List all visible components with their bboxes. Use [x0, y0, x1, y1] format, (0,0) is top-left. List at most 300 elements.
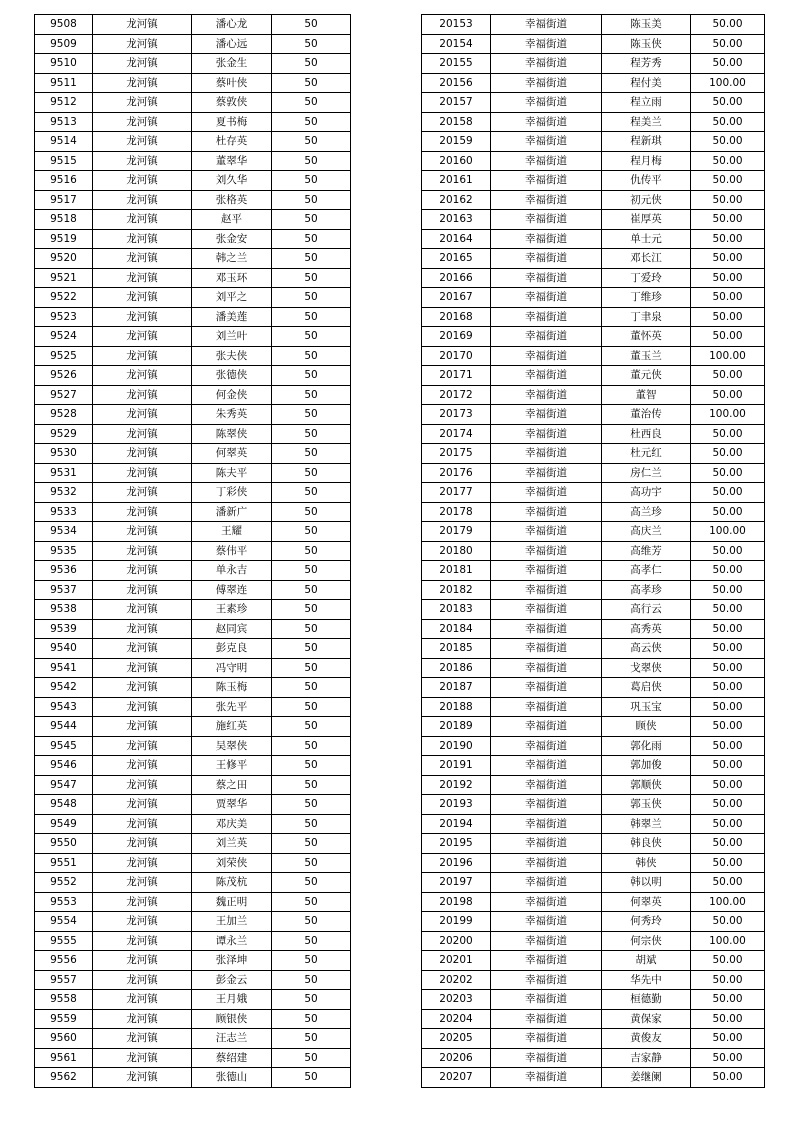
cell-id: 9529 [35, 424, 93, 444]
table-row [422, 444, 765, 464]
cell-name: 韩良侠 [602, 834, 691, 854]
cell-id: 9522 [35, 288, 93, 308]
table-row [422, 931, 765, 951]
cell-amount: 50 [272, 288, 351, 308]
table-row [422, 112, 765, 132]
cell-id: 9546 [35, 756, 93, 776]
cell-town: 龙河镇 [93, 190, 192, 210]
cell-name: 韩以明 [602, 873, 691, 893]
cell-id: 20200 [422, 931, 491, 951]
table-row [35, 210, 351, 230]
cell-amount: 50 [272, 912, 351, 932]
table-row [35, 1029, 351, 1049]
cell-amount: 50 [272, 171, 351, 191]
cell-amount: 50.00 [691, 678, 765, 698]
cell-amount: 50 [272, 112, 351, 132]
cell-id: 9530 [35, 444, 93, 464]
cell-town: 幸福街道 [491, 853, 602, 873]
cell-town: 龙河镇 [93, 444, 192, 464]
table-row [422, 405, 765, 425]
cell-id: 20179 [422, 522, 491, 542]
cell-name: 桓德勤 [602, 990, 691, 1010]
cell-id: 9551 [35, 853, 93, 873]
cell-id: 20201 [422, 951, 491, 971]
table-row [35, 249, 351, 269]
cell-town: 幸福街道 [491, 600, 602, 620]
cell-amount: 50.00 [691, 54, 765, 74]
cell-town: 龙河镇 [93, 795, 192, 815]
cell-amount: 50.00 [691, 756, 765, 776]
cell-id: 9545 [35, 736, 93, 756]
cell-town: 幸福街道 [491, 93, 602, 113]
cell-name: 蔡之田 [192, 775, 272, 795]
table-row [35, 366, 351, 386]
cell-name: 顾侠 [602, 717, 691, 737]
table-row [35, 834, 351, 854]
cell-town: 幸福街道 [491, 444, 602, 464]
cell-id: 20167 [422, 288, 491, 308]
cell-id: 20188 [422, 697, 491, 717]
cell-id: 20196 [422, 853, 491, 873]
table-row [35, 658, 351, 678]
cell-town: 幸福街道 [491, 1048, 602, 1068]
cell-amount: 50.00 [691, 1009, 765, 1029]
cell-name: 黄俊友 [602, 1029, 691, 1049]
cell-town: 龙河镇 [93, 210, 192, 230]
cell-amount: 50 [272, 1009, 351, 1029]
cell-amount: 50 [272, 1068, 351, 1088]
table-row [422, 15, 765, 35]
cell-town: 幸福街道 [491, 171, 602, 191]
cell-name: 丁爱玲 [602, 268, 691, 288]
cell-id: 20186 [422, 658, 491, 678]
cell-name: 陈翠侠 [192, 424, 272, 444]
cell-id: 9528 [35, 405, 93, 425]
cell-name: 郭玉侠 [602, 795, 691, 815]
table-row [35, 561, 351, 581]
cell-amount: 50.00 [691, 249, 765, 269]
cell-name: 高云侠 [602, 639, 691, 659]
cell-amount: 50.00 [691, 697, 765, 717]
cell-name: 单士元 [602, 229, 691, 249]
cell-id: 20166 [422, 268, 491, 288]
cell-name: 程美兰 [602, 112, 691, 132]
cell-name: 杜元红 [602, 444, 691, 464]
cell-amount: 50.00 [691, 541, 765, 561]
table-row [422, 1068, 765, 1088]
table-row [35, 73, 351, 93]
cell-id: 20159 [422, 132, 491, 152]
cell-name: 程月梅 [602, 151, 691, 171]
cell-id: 20199 [422, 912, 491, 932]
cell-town: 龙河镇 [93, 249, 192, 269]
cell-name: 高行云 [602, 600, 691, 620]
cell-amount: 50 [272, 229, 351, 249]
cell-town: 幸福街道 [491, 814, 602, 834]
cell-name: 崔厚英 [602, 210, 691, 230]
cell-name: 张泽坤 [192, 951, 272, 971]
cell-town: 龙河镇 [93, 951, 192, 971]
cell-amount: 50.00 [691, 775, 765, 795]
cell-name: 邓庆美 [192, 814, 272, 834]
table-row [422, 483, 765, 503]
cell-town: 龙河镇 [93, 853, 192, 873]
cell-town: 龙河镇 [93, 112, 192, 132]
cell-id: 20191 [422, 756, 491, 776]
cell-id: 9544 [35, 717, 93, 737]
cell-town: 龙河镇 [93, 15, 192, 35]
cell-id: 9515 [35, 151, 93, 171]
cell-amount: 50 [272, 405, 351, 425]
cell-amount: 50 [272, 522, 351, 542]
left-table-body [35, 15, 351, 1088]
cell-name: 王素珍 [192, 600, 272, 620]
table-row [422, 502, 765, 522]
cell-name: 丁聿泉 [602, 307, 691, 327]
table-row [35, 795, 351, 815]
right-table-body [422, 15, 765, 1088]
cell-name: 何翠英 [192, 444, 272, 464]
cell-town: 幸福街道 [491, 132, 602, 152]
table-row [422, 327, 765, 347]
cell-amount: 50.00 [691, 795, 765, 815]
cell-amount: 50 [272, 327, 351, 347]
table-row [422, 1009, 765, 1029]
table-row [422, 463, 765, 483]
cell-name: 韩侠 [602, 853, 691, 873]
cell-name: 董怀英 [602, 327, 691, 347]
cell-id: 9538 [35, 600, 93, 620]
cell-amount: 50.00 [691, 600, 765, 620]
cell-name: 华先中 [602, 970, 691, 990]
table-row [35, 756, 351, 776]
cell-name: 吴翠侠 [192, 736, 272, 756]
cell-town: 幸福街道 [491, 405, 602, 425]
cell-name: 胡斌 [602, 951, 691, 971]
cell-id: 20171 [422, 366, 491, 386]
cell-amount: 50 [272, 814, 351, 834]
cell-name: 单永吉 [192, 561, 272, 581]
cell-id: 9532 [35, 483, 93, 503]
cell-town: 龙河镇 [93, 73, 192, 93]
cell-amount: 50 [272, 1029, 351, 1049]
table-row [422, 541, 765, 561]
table-row [35, 483, 351, 503]
cell-town: 龙河镇 [93, 502, 192, 522]
table-row [35, 1048, 351, 1068]
cell-amount: 100.00 [691, 73, 765, 93]
cell-id: 9552 [35, 873, 93, 893]
cell-town: 幸福街道 [491, 15, 602, 35]
table-row [35, 444, 351, 464]
table-row [35, 1009, 351, 1029]
table-row [422, 171, 765, 191]
cell-name: 何翠英 [602, 892, 691, 912]
cell-name: 董治传 [602, 405, 691, 425]
table-row [422, 990, 765, 1010]
table-row [422, 1048, 765, 1068]
cell-town: 龙河镇 [93, 931, 192, 951]
cell-town: 龙河镇 [93, 307, 192, 327]
cell-town: 龙河镇 [93, 327, 192, 347]
table-row [35, 385, 351, 405]
cell-town: 幸福街道 [491, 210, 602, 230]
table-row [35, 288, 351, 308]
cell-amount: 50 [272, 561, 351, 581]
table-row [35, 892, 351, 912]
cell-town: 龙河镇 [93, 1009, 192, 1029]
table-row [422, 756, 765, 776]
cell-id: 20195 [422, 834, 491, 854]
table-row [422, 249, 765, 269]
cell-id: 20172 [422, 385, 491, 405]
table-row [422, 873, 765, 893]
cell-id: 20198 [422, 892, 491, 912]
table-row [35, 34, 351, 54]
cell-amount: 50 [272, 639, 351, 659]
table-row [422, 717, 765, 737]
cell-amount: 50 [272, 268, 351, 288]
cell-town: 龙河镇 [93, 151, 192, 171]
cell-town: 龙河镇 [93, 892, 192, 912]
cell-id: 9526 [35, 366, 93, 386]
table-row [422, 600, 765, 620]
cell-id: 9521 [35, 268, 93, 288]
cell-amount: 50.00 [691, 834, 765, 854]
cell-amount: 50 [272, 34, 351, 54]
cell-id: 9531 [35, 463, 93, 483]
cell-name: 姜继阑 [602, 1068, 691, 1088]
cell-id: 20165 [422, 249, 491, 269]
cell-amount: 50.00 [691, 1068, 765, 1088]
cell-id: 9513 [35, 112, 93, 132]
cell-town: 龙河镇 [93, 658, 192, 678]
cell-id: 20207 [422, 1068, 491, 1088]
cell-id: 20181 [422, 561, 491, 581]
table-row [422, 73, 765, 93]
cell-town: 龙河镇 [93, 1048, 192, 1068]
cell-town: 幸福街道 [491, 541, 602, 561]
cell-id: 20203 [422, 990, 491, 1010]
cell-amount: 50.00 [691, 190, 765, 210]
cell-name: 高孝珍 [602, 580, 691, 600]
table-row [422, 34, 765, 54]
table-row [35, 600, 351, 620]
cell-amount: 50.00 [691, 112, 765, 132]
table-row [35, 522, 351, 542]
cell-name: 陈玉梅 [192, 678, 272, 698]
cell-id: 20197 [422, 873, 491, 893]
cell-name: 董元侠 [602, 366, 691, 386]
cell-town: 龙河镇 [93, 600, 192, 620]
cell-name: 张先平 [192, 697, 272, 717]
cell-id: 9555 [35, 931, 93, 951]
cell-town: 幸福街道 [491, 366, 602, 386]
cell-amount: 50 [272, 678, 351, 698]
cell-id: 9536 [35, 561, 93, 581]
cell-amount: 50.00 [691, 34, 765, 54]
cell-town: 幸福街道 [491, 151, 602, 171]
cell-amount: 50 [272, 424, 351, 444]
table-row [35, 1068, 351, 1088]
table-row [35, 970, 351, 990]
cell-id: 20182 [422, 580, 491, 600]
table-row [35, 424, 351, 444]
table-row [422, 951, 765, 971]
cell-town: 龙河镇 [93, 619, 192, 639]
cell-amount: 50 [272, 853, 351, 873]
cell-id: 9559 [35, 1009, 93, 1029]
table-row [35, 93, 351, 113]
cell-name: 董玉兰 [602, 346, 691, 366]
cell-amount: 50.00 [691, 307, 765, 327]
cell-name: 贾翠华 [192, 795, 272, 815]
cell-id: 9550 [35, 834, 93, 854]
cell-id: 9509 [35, 34, 93, 54]
table-row [422, 639, 765, 659]
table-row [422, 346, 765, 366]
cell-name: 巩玉宝 [602, 697, 691, 717]
cell-town: 龙河镇 [93, 132, 192, 152]
right-table [421, 14, 765, 1088]
table-row [35, 717, 351, 737]
cell-amount: 50 [272, 619, 351, 639]
table-row [422, 1029, 765, 1049]
cell-town: 幸福街道 [491, 268, 602, 288]
table-row [35, 912, 351, 932]
cell-id: 20173 [422, 405, 491, 425]
table-row [35, 229, 351, 249]
cell-id: 20204 [422, 1009, 491, 1029]
cell-town: 龙河镇 [93, 678, 192, 698]
cell-town: 龙河镇 [93, 93, 192, 113]
cell-name: 张德侠 [192, 366, 272, 386]
cell-name: 傅翠连 [192, 580, 272, 600]
cell-id: 20162 [422, 190, 491, 210]
cell-amount: 50 [272, 249, 351, 269]
cell-amount: 50.00 [691, 444, 765, 464]
cell-town: 龙河镇 [93, 775, 192, 795]
cell-name: 蔡叶侠 [192, 73, 272, 93]
cell-amount: 50.00 [691, 717, 765, 737]
cell-town: 龙河镇 [93, 717, 192, 737]
table-row [422, 93, 765, 113]
cell-id: 20168 [422, 307, 491, 327]
cell-id: 9540 [35, 639, 93, 659]
cell-amount: 100.00 [691, 346, 765, 366]
cell-amount: 50.00 [691, 385, 765, 405]
cell-town: 幸福街道 [491, 580, 602, 600]
cell-name: 冯守明 [192, 658, 272, 678]
cell-name: 张金安 [192, 229, 272, 249]
cell-town: 幸福街道 [491, 619, 602, 639]
table-row [35, 151, 351, 171]
cell-name: 房仁兰 [602, 463, 691, 483]
table-row [422, 151, 765, 171]
cell-town: 幸福街道 [491, 288, 602, 308]
table-row [35, 639, 351, 659]
cell-amount: 100.00 [691, 892, 765, 912]
cell-town: 龙河镇 [93, 561, 192, 581]
table-row [422, 561, 765, 581]
cell-id: 20185 [422, 639, 491, 659]
cell-id: 20161 [422, 171, 491, 191]
cell-town: 龙河镇 [93, 736, 192, 756]
cell-amount: 50.00 [691, 151, 765, 171]
cell-name: 朱秀英 [192, 405, 272, 425]
cell-amount: 50.00 [691, 424, 765, 444]
cell-town: 龙河镇 [93, 814, 192, 834]
table-row [35, 54, 351, 74]
cell-amount: 50 [272, 736, 351, 756]
cell-name: 高庆兰 [602, 522, 691, 542]
cell-name: 何秀玲 [602, 912, 691, 932]
cell-amount: 50 [272, 892, 351, 912]
cell-amount: 50 [272, 658, 351, 678]
cell-amount: 50 [272, 346, 351, 366]
table-row [35, 814, 351, 834]
cell-name: 王修平 [192, 756, 272, 776]
table-row [422, 775, 765, 795]
table-row [422, 658, 765, 678]
cell-name: 蔡敦侠 [192, 93, 272, 113]
table-row [422, 229, 765, 249]
cell-name: 高功宇 [602, 483, 691, 503]
cell-town: 龙河镇 [93, 580, 192, 600]
cell-town: 幸福街道 [491, 951, 602, 971]
cell-town: 幸福街道 [491, 424, 602, 444]
cell-id: 9517 [35, 190, 93, 210]
cell-amount: 50.00 [691, 1048, 765, 1068]
cell-amount: 50 [272, 73, 351, 93]
cell-id: 20184 [422, 619, 491, 639]
cell-amount: 50 [272, 307, 351, 327]
cell-amount: 50 [272, 463, 351, 483]
cell-name: 刘久华 [192, 171, 272, 191]
cell-id: 20169 [422, 327, 491, 347]
cell-name: 陈茂杭 [192, 873, 272, 893]
cell-name: 高兰珍 [602, 502, 691, 522]
table-row [35, 541, 351, 561]
cell-amount: 50.00 [691, 912, 765, 932]
cell-name: 程立雨 [602, 93, 691, 113]
cell-amount: 50.00 [691, 93, 765, 113]
cell-amount: 50.00 [691, 502, 765, 522]
cell-town: 龙河镇 [93, 405, 192, 425]
cell-name: 张金生 [192, 54, 272, 74]
table-row [422, 795, 765, 815]
cell-town: 幸福街道 [491, 1068, 602, 1088]
cell-id: 9516 [35, 171, 93, 191]
cell-id: 9561 [35, 1048, 93, 1068]
cell-name: 丁维珍 [602, 288, 691, 308]
cell-id: 20180 [422, 541, 491, 561]
cell-id: 9525 [35, 346, 93, 366]
table-row [35, 951, 351, 971]
cell-amount: 50 [272, 54, 351, 74]
cell-id: 9520 [35, 249, 93, 269]
table-row [422, 190, 765, 210]
cell-id: 20160 [422, 151, 491, 171]
table-row [35, 931, 351, 951]
cell-town: 幸福街道 [491, 717, 602, 737]
table-row [422, 580, 765, 600]
cell-town: 幸福街道 [491, 463, 602, 483]
cell-id: 9543 [35, 697, 93, 717]
cell-amount: 50.00 [691, 853, 765, 873]
table-row [35, 171, 351, 191]
cell-id: 9508 [35, 15, 93, 35]
